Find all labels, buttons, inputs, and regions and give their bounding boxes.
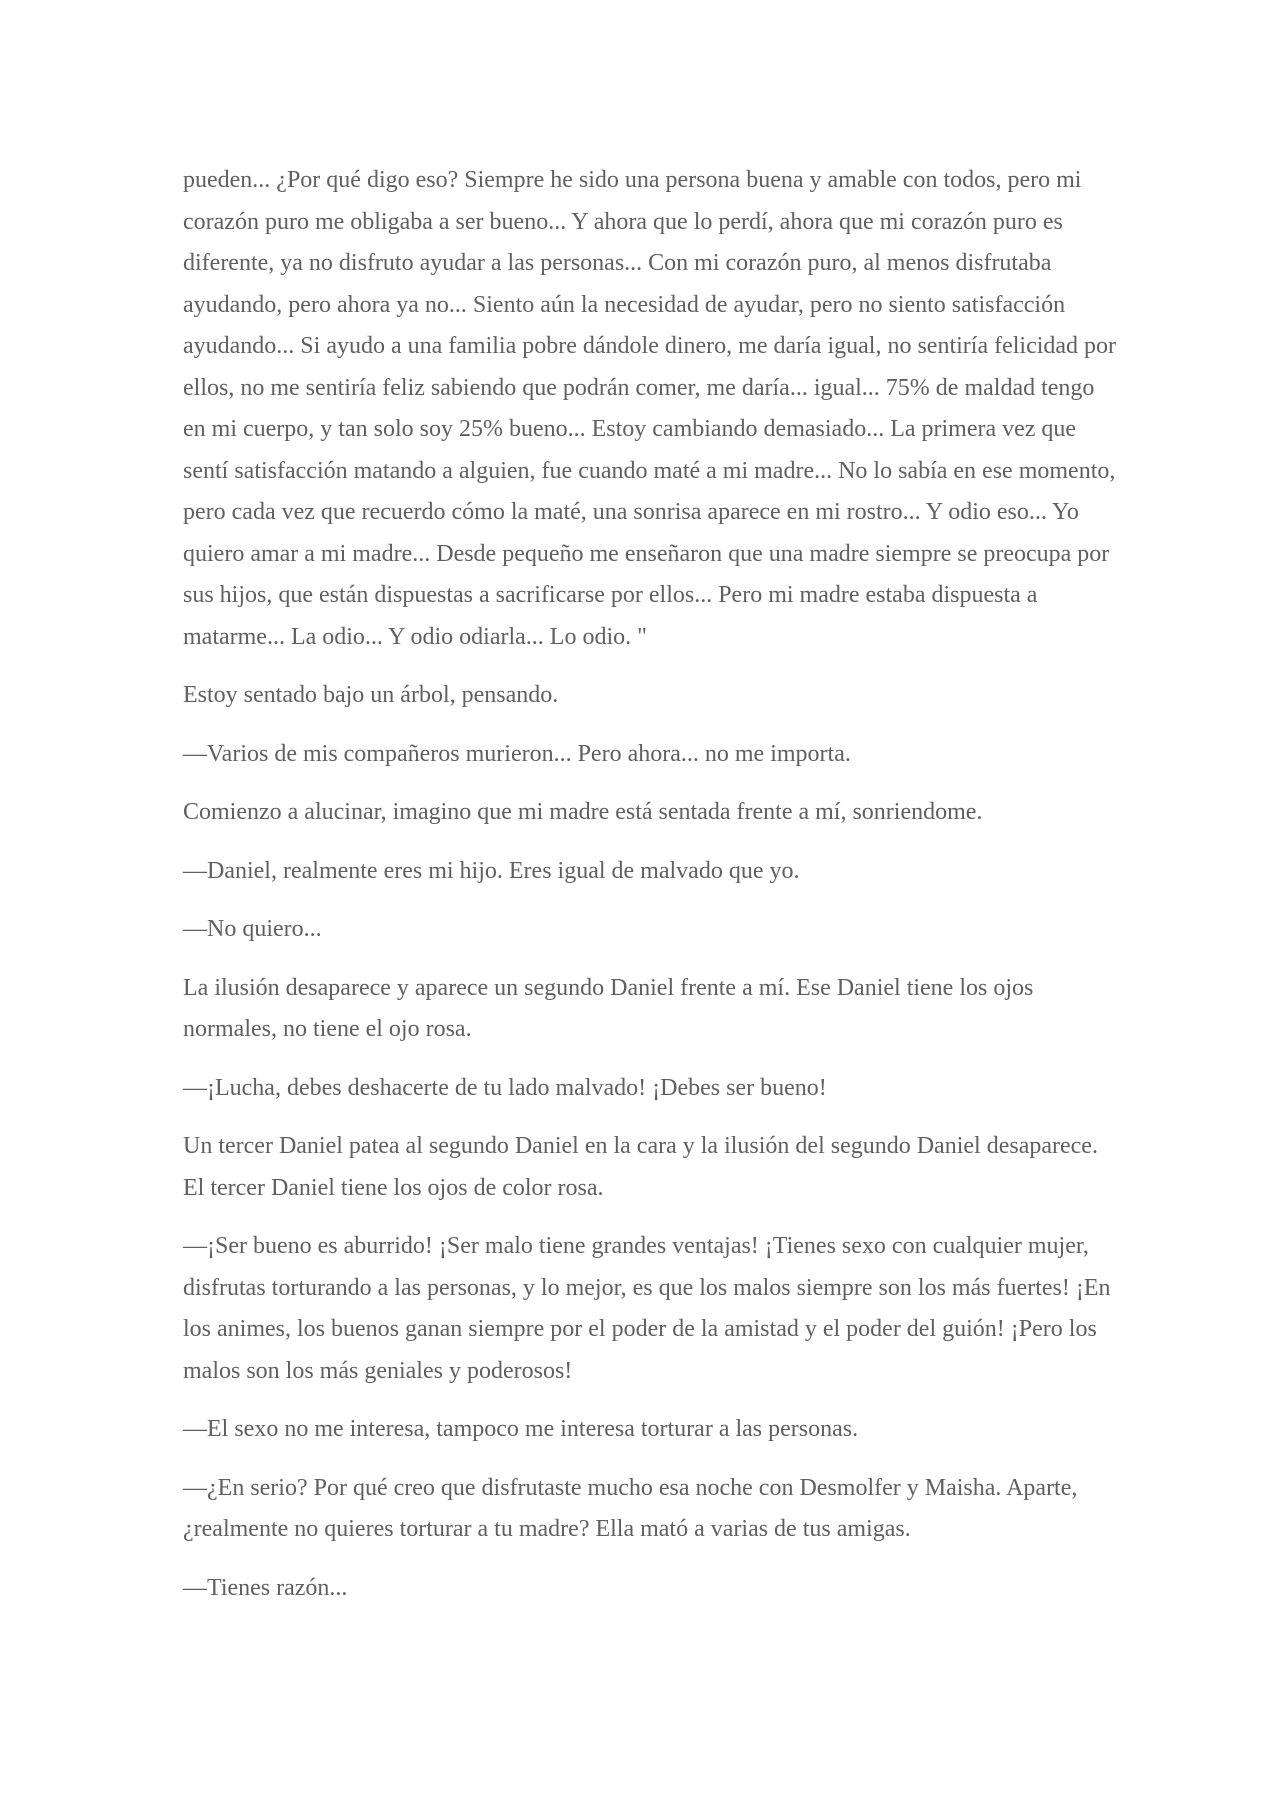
paragraph-6: —No quiero...: [183, 916, 322, 942]
paragraph-8: —¡Lucha, debes deshacerte de tu lado malvado! ¡Debes ser bueno!: [183, 1074, 827, 1101]
paragraph-7: La ilusión desaparece y aparece un segundo Daniel frente a mí. Ese Daniel tiene los ojos normales, no tiene el ojo rosa.: [183, 974, 1034, 1042]
paragraph-4: Comienzo a alucinar, imagino que mi madre está sentada frente a mí, sonriendome.: [183, 799, 983, 825]
paragraph-2: Estoy sentado bajo un árbol, pensando.: [183, 682, 559, 708]
paragraph-10: —¡Ser bueno es aburrido! ¡Ser malo tiene grandes ventajas! ¡Tienes sexo con cualquier mujer, disfrutas torturando a las personas, y lo mejor, es que los malos siempre son los más fuertes! ¡En los animes, los buenos ganan siempre por el poder de la amistad y el poder del guión! ¡Pero los malos son los más geniales y poderosos!: [183, 1233, 1111, 1384]
paragraph-11: —El sexo no me interesa, tampoco me interesa torturar a las personas.: [183, 1416, 859, 1442]
paragraph-12: —¿En serio? Por qué creo que disfrutaste mucho esa noche con Desmolfer y Maisha. Aparte, ¿realmente no quieres torturar a tu madre? Ella mató a varias de tus amigas.: [183, 1474, 1078, 1542]
document-page: [183, 160, 1118, 1626]
paragraph-3: —Varios de mis compañeros murieron... Pero ahora... no me importa.: [183, 740, 851, 767]
paragraph-1: pueden... ¿Por qué digo eso? Siempre he sido una persona buena y amable con todos, pero mi corazón puro me obligaba a ser bueno... Y ahora que lo perdí, ahora que mi corazón puro es diferente, ya no disfruto ayudar a las personas... Con mi corazón puro, al menos disfrutaba ayudando, pero ahora ya no... Siento aún la necesidad de ayudar, pero no siento satisfacción ayudando... Si ayudo a una familia pobre dándole dinero, me daría igual, no sentiría felicidad por ellos, no me sentiría feliz sabiendo que podrán comer, me daría... igual... 75% de maldad tengo en mi cuerpo, y tan solo soy 25% bueno... Estoy cambiando demasiado... La primera vez que sentí satisfacción matando a alguien, fue cuando maté a mi madre... No lo sabía en ese momento, pero cada vez que recuerdo cómo la maté, una sonrisa aparece en mi rostro... Y odio eso... Yo quiero amar a mi madre... Desde pequeño me enseñaron que una madre siempre se preocupa por sus hijos, que están dispuestas a sacrificarse por ellos... Pero mi madre estaba dispuesta a matarme... La odio... Y odio odiarla... Lo odio. ": [183, 167, 1117, 650]
paragraph-5: —Daniel, realmente eres mi hijo. Eres igual de malvado que yo.: [183, 857, 800, 884]
paragraph-13: —Tienes razón...: [183, 1574, 348, 1601]
paragraph-9: Un tercer Daniel patea al segundo Daniel en la cara y la ilusión del segundo Daniel desaparece. El tercer Daniel tiene los ojos de color rosa.: [183, 1133, 1098, 1201]
